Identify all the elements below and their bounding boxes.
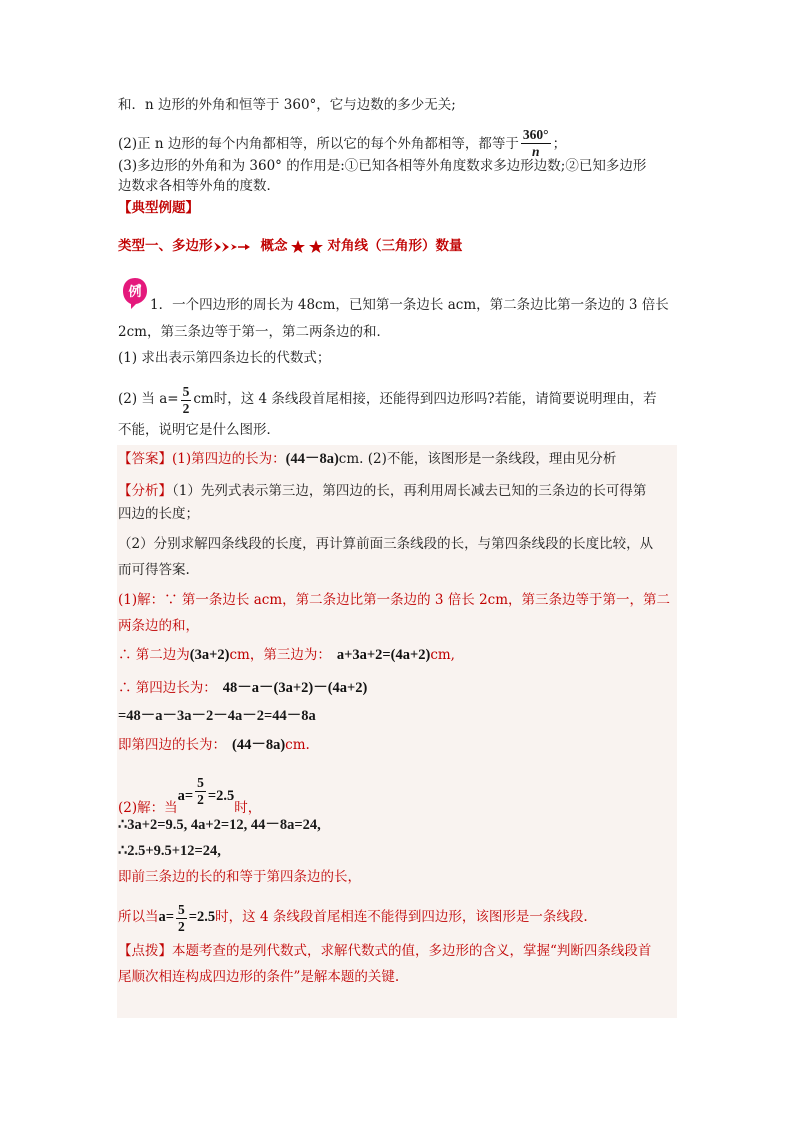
intro-line-1: 和．n 边形的外角和恒等于 360°，它与边数的多少无关; [118,97,456,113]
solution2-line-4: 即前三条边的长的和等于第四条边的长， [118,869,361,885]
intro-line-2-end: ； [552,136,567,152]
sol1-l3-post: cm, [430,647,455,663]
question-line-5: 不能，说明它是什么图形． [118,422,280,438]
analysis-label: 【分析】 [118,483,172,499]
tip-label: 【点拨】 [118,943,172,959]
example-badge-icon [121,276,149,310]
sol1-l6-pre: 即第四边的长为： [118,737,226,753]
solution1-line-2: 两条边的和， [118,618,199,634]
solution2-line-5 [118,902,588,935]
analysis-line-3: （2）分别求解四条线段的长度，再计算前面三条线段的长，与第四条线段的长度比较，从 [118,536,654,552]
type-heading [118,236,463,256]
fraction-5-over-2 [181,384,192,417]
intro-line-4: 边数求各相等外角的度数． [118,178,280,194]
two-stars-icon [291,240,325,254]
answer-expression: (44－8a) [285,451,339,467]
analysis-text-1: （1）先列式表示第三边，第四边的长，再利用周长减去已知的三条边的长可得第 [172,483,647,499]
sol1-l3-pre: ∴ 第二边为 [118,647,190,663]
sol1-l3-expr2: a+3a+2=(4a+2) [336,647,431,663]
analysis-line-4: 而可得答案. [118,562,190,578]
solution2-line-2 [118,815,321,835]
type-heading-prefix: 类型一、多边形 [118,238,213,254]
sol1-l6-post: cm. [285,737,310,753]
question-line-1: 1．一个四边形的周长为 48cm，已知第一条边长 acm，第二条边比第一条边的 3 倍长 [150,297,669,313]
fraction-numerator: 5 [197,775,204,790]
fraction-numerator: 5 [178,902,185,917]
fraction-5-over-2-c [176,902,187,935]
sol1-l4-expr: 48－a－(3a+2)－(4a+2) [222,680,368,696]
solution1-line-1: (1)解：∵ 第一条边长 acm，第二条边比第一条边的 3 倍长 2cm，第三条边等于第一，第二 [118,592,671,608]
sol2-l3-expr: ∴2.5+9.5+12=24, [118,843,221,859]
question-line-2: 2cm，第三条边等于第一，第二两条边的和． [118,324,390,340]
sol1-l5-expr: =48－a－3a－2－4a－2=44－8a [118,708,316,724]
sol2-l5-expr-a: a= [158,909,175,925]
sol2-l1-pre: (2)解：当 [118,800,178,816]
type-heading-concept: 概念 [260,238,288,254]
solution1-line-5 [118,706,316,726]
sol2-l2-expr: ∴3a+2=9.5, 4a+2=12, 44－8a=24, [118,817,321,833]
tip-text-1: 本题考查的是列代数式，求解代数式的值，多边形的含义，掌握“判断四条线段首 [172,943,652,959]
fraction-numerator: 5 [182,384,190,399]
answer-line [118,449,616,469]
tip-line-1 [118,941,651,961]
sol2-l5-pre: 所以当 [118,909,159,925]
analysis-line-2: 四边的长度； [118,506,199,522]
fraction-denominator: n [531,144,540,159]
solution1-line-6 [118,735,310,755]
question-line-4-pre: (2) 当 a= [118,391,179,407]
question-line-3: (1) 求出表示第四条边长的代数式； [118,350,331,366]
answer-post: cm. (2)不能，该图形是一条线段，理由见分析 [338,451,617,467]
answer-pre: (1)第四边的长为： [172,451,286,467]
solution1-line-4 [118,678,367,698]
sol1-l3-expr1: (3a+2) [189,647,230,663]
intro-line-2-text: (2)正 n 边形的每个内角都相等，所以它的每个外角都相等，都等于 [118,136,519,152]
triple-arrow-icon [214,241,260,253]
sol2-l1-post: 时， [234,800,262,816]
example-badge-label: 例 [128,285,142,300]
question-line-4-post: cm时，这 4 条线段首尾相接，还能得到四边形吗?若能，请简要说明理由，若 [193,391,657,407]
sol1-l3-mid: cm，第三边为： [229,647,331,663]
fraction-5-over-2-b [195,775,206,808]
sol2-l5-post: 时，这 4 条线段首尾相连不能得到四边形，该图形是一条线段. [215,909,588,925]
solution1-line-3 [118,645,455,665]
sol1-l4-pre: ∴ 第四边长为： [118,680,217,696]
fraction-numerator: 360° [522,127,549,142]
sol2-l5-expr-b: =2.5 [188,909,216,925]
type-heading-rest: 对角线（三角形）数量 [327,238,463,254]
solution2-line-1 [118,775,261,818]
section-heading: 【典型例题】 [118,200,199,216]
intro-line-3: (3)多边形的外角和为 360° 的作用是:①已知各相等外角度数求多边形边数;②已知多边形 [118,158,647,174]
tip-line-2: 尾顺次相连构成四边形的条件”是解本题的关键. [118,969,400,985]
answer-label: 【答案】 [118,451,172,467]
question-line-4 [118,384,657,417]
sol2-l1-expr-a: a= [177,788,194,804]
fraction-denominator: 2 [178,919,185,934]
fraction-denominator: 2 [197,792,204,807]
analysis-line-1 [118,481,646,501]
sol2-l1-expr-b: =2.5 [207,788,235,804]
solution2-line-3 [118,841,221,861]
fraction-denominator: 2 [182,401,190,416]
sol1-l6-expr: (44－8a) [232,737,286,753]
